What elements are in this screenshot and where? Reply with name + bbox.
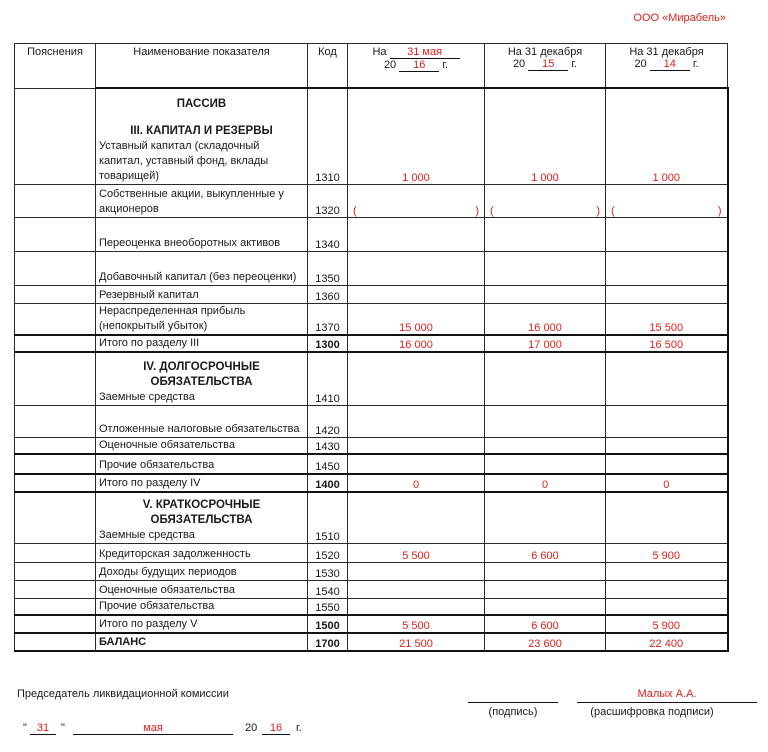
row-value-col2: 1 000: [485, 88, 606, 184]
row-value-col2: 16 000: [485, 303, 606, 335]
date-quote-open: ": [23, 722, 27, 734]
row-value-col1: 0: [348, 474, 485, 492]
row-name: Доходы будущих периодов: [96, 562, 308, 580]
row-code: 1510: [308, 492, 348, 543]
table-row: [15, 562, 728, 580]
row-code: 1530: [308, 562, 348, 580]
row-code: 1360: [308, 285, 348, 303]
row-value-col2: 0: [485, 474, 606, 492]
col3-year-prefix: 20: [634, 58, 647, 70]
row-value-col3: 1 000: [606, 88, 728, 184]
row-value-col3: 15 500: [606, 303, 728, 335]
table-row: [15, 335, 728, 352]
row-value-col1: 15 000: [348, 303, 485, 335]
row-name: Кредиторская задолженность: [96, 543, 308, 562]
col-explanations-header: Пояснения: [15, 44, 96, 89]
balance-liabilities-table: [14, 43, 729, 652]
row-explanation: [15, 88, 96, 184]
paren-close: ): [717, 204, 722, 217]
row-name: [96, 88, 308, 184]
signature-caption: (подпись): [488, 706, 538, 718]
table-row: [15, 633, 728, 651]
table-row: [15, 285, 728, 303]
row-value-col1: 16 000: [348, 335, 485, 352]
row-code: 1340: [308, 217, 348, 251]
row-name: Итого по разделу IV: [96, 474, 308, 492]
date-year: 16: [262, 722, 290, 735]
col2-prefix: На 31 декабря: [507, 46, 583, 58]
row-name: Нераспределенная прибыль (непокрытый убыток): [96, 303, 308, 335]
row-value-col3: 5 900: [606, 615, 728, 633]
col1-year-prefix: 20: [383, 59, 397, 71]
section-3-title: III. КАПИТАЛ И РЕЗЕРВЫ: [130, 124, 273, 137]
row-name: [96, 352, 308, 405]
row-value-col3: 22 400: [606, 633, 728, 651]
row-code: 1520: [308, 543, 348, 562]
row-name-text: Заемные средства: [99, 390, 195, 403]
row-value-col1: 1 000: [348, 88, 485, 184]
row-name: Оценочные обязательства: [96, 580, 308, 598]
row-code: 1450: [308, 454, 348, 474]
row-code: 1430: [308, 437, 348, 454]
col3-prefix: На 31 декабря: [629, 46, 704, 58]
table-row: [15, 251, 728, 285]
col1-year-suffix: г.: [442, 59, 449, 71]
row-name: Оценочные обязательства: [96, 437, 308, 454]
row-code: 1370: [308, 303, 348, 335]
table-row: [15, 217, 728, 251]
decoding-caption: (расшифровка подписи): [590, 706, 714, 718]
paren-close: ): [475, 204, 479, 217]
row-code: 1420: [308, 405, 348, 437]
section-liabilities: ПАССИВ: [176, 97, 227, 110]
table-row: [15, 405, 728, 437]
col1-prefix: На: [372, 46, 387, 58]
row-code: 1550: [308, 598, 348, 615]
table-row: [15, 474, 728, 492]
row-value-col2: 6 600: [485, 543, 606, 562]
row-name: Итого по разделу V: [96, 615, 308, 633]
row-code: 1500: [308, 615, 348, 633]
row-name: Отложенные налоговые обязательства: [96, 405, 308, 437]
row-value-col3: 5 900: [606, 543, 728, 562]
row-value-col2: 17 000: [485, 335, 606, 352]
row-name: Резервный капитал: [96, 285, 308, 303]
row-value-col3: 0: [606, 474, 728, 492]
table-row: [15, 615, 728, 633]
row-code: 1410: [308, 352, 348, 405]
row-value-col3: 16 500: [606, 335, 728, 352]
row-code: 1700: [308, 633, 348, 651]
table-row: [15, 184, 728, 217]
row-code: 1300: [308, 335, 348, 352]
date-year-prefix: 20: [245, 722, 258, 734]
col2-year-prefix: 20: [512, 58, 526, 70]
signer-position: Председатель ликвидационной комиссии: [17, 688, 229, 700]
section-4-title: IV. ДОЛГОСРОЧНЫЕ ОБЯЗАТЕЛЬСТВА: [143, 360, 260, 388]
col-date1-header: [348, 44, 485, 89]
sign-date: [17, 722, 317, 742]
paren-open: (: [611, 204, 615, 217]
date-month: мая: [73, 722, 233, 735]
col1-date: 31 мая: [390, 46, 460, 59]
row-value-col2: 6 600: [485, 615, 606, 633]
decoding-line: [577, 702, 757, 703]
table-row: [15, 303, 728, 335]
row-name: Переоценка внеоборотных активов: [96, 217, 308, 251]
row-name: БАЛАНС: [96, 633, 308, 651]
col1-year: 16: [399, 59, 439, 72]
row-code: 1540: [308, 580, 348, 598]
date-day: 31: [30, 722, 56, 735]
row-value-col1: 5 500: [348, 615, 485, 633]
col2-year: 15: [528, 58, 568, 71]
table-row: [15, 492, 728, 543]
date-year-suffix: г.: [296, 722, 302, 734]
row-code: 1310: [308, 88, 348, 184]
row-code: 1320: [308, 184, 348, 217]
col2-year-suffix: г.: [571, 58, 578, 70]
col-date3-header: [606, 44, 728, 89]
company-name: ООО «Мирабель»: [633, 12, 726, 24]
date-quote-close: ": [61, 722, 65, 734]
row-name: [96, 492, 308, 543]
row-code: 1400: [308, 474, 348, 492]
row-name: Собственные акции, выкупленные у акционеров: [96, 184, 308, 217]
col-name-header: Наименование показателя: [96, 44, 308, 89]
row-value-col1: 5 500: [348, 543, 485, 562]
table-row: [15, 598, 728, 615]
table-row: [15, 352, 728, 405]
row-name-text: Заемные средства: [99, 528, 195, 541]
row-name: Прочие обязательства: [96, 598, 308, 615]
col-code-header: Код: [308, 44, 348, 89]
row-name: Прочие обязательства: [96, 454, 308, 474]
row-name-text: Уставный капитал (складочный капитал, уставный фонд, вклады товарищей): [99, 139, 269, 182]
paren-open: (: [353, 204, 357, 217]
table-row: [15, 543, 728, 562]
row-code: 1350: [308, 251, 348, 285]
col-date2-header: [485, 44, 606, 89]
col3-year-suffix: г.: [692, 58, 699, 70]
table-row: [15, 437, 728, 454]
table-row: [15, 454, 728, 474]
row-value-col1: 21 500: [348, 633, 485, 651]
table-header: [15, 44, 728, 89]
table-row: [15, 580, 728, 598]
paren-open: (: [490, 204, 494, 217]
section-5-title: V. КРАТКОСРОЧНЫЕ ОБЯЗАТЕЛЬСТВА: [142, 498, 261, 526]
signer-name: Малых А.А.: [637, 688, 697, 700]
paren-close: ): [596, 204, 600, 217]
row-value-col2: 23 600: [485, 633, 606, 651]
table-row: [15, 88, 728, 184]
col3-year: 14: [650, 58, 690, 71]
row-name: Добавочный капитал (без переоценки): [96, 251, 308, 285]
signature-line: [468, 702, 558, 703]
row-name: Итого по разделу III: [96, 335, 308, 352]
